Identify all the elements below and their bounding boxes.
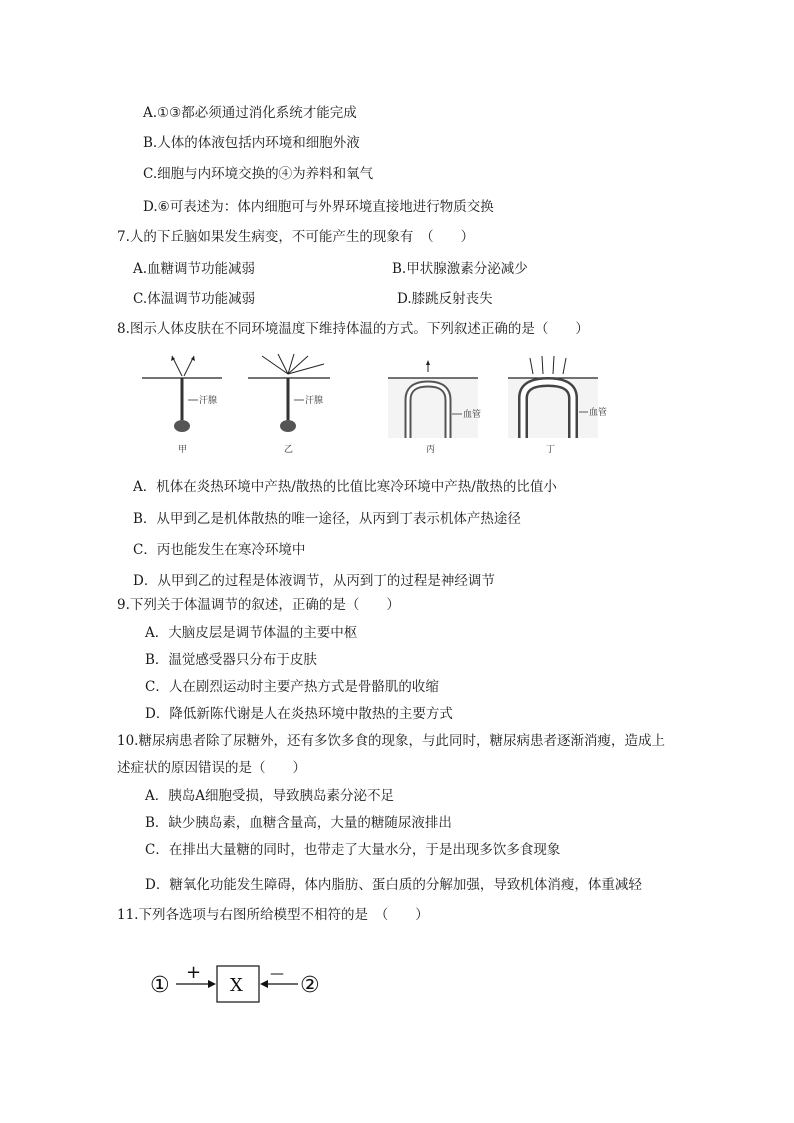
- skin-thermoregulation-figure: [138, 350, 608, 460]
- q6-option-b: B.人体的体液包括内环境和细胞外液: [143, 135, 360, 151]
- panel-label-yi: 乙: [284, 445, 294, 455]
- sweat-gland-label-yi: 汗腺: [305, 396, 324, 406]
- q10-option-a: A．胰岛A细胞受损，导致胰岛素分泌不足: [145, 788, 394, 804]
- q7-option-b: B.甲状腺激素分泌减少: [392, 261, 528, 277]
- regulation-model-diagram: [150, 960, 330, 1006]
- q10-option-d: D．糖氧化功能发生障碍，体内脂肪、蛋白质的分解加强，导致机体消瘦，体重减轻: [145, 877, 642, 893]
- panel-bing: [388, 360, 481, 455]
- q9-option-d: D．降低新陈代谢是人在炎热环境中散热的主要方式: [145, 706, 453, 722]
- q8-stem: 8.图示人体皮肤在不同环境温度下维持体温的方式。下列叙述正确的是（ ）: [117, 321, 589, 337]
- q10-option-b: B．缺少胰岛素，血糖含量高，大量的糖随尿液排出: [145, 815, 452, 831]
- q8-option-a: A．机体在炎热环境中产热/散热的比值比寒冷环境中产热/散热的比值小: [133, 479, 557, 495]
- model-input-2: ②: [300, 973, 320, 998]
- panel-label-jia: 甲: [178, 445, 188, 455]
- q9-option-c: C．人在剧烈运动时主要产热方式是骨骼肌的收缩: [145, 679, 439, 695]
- model-box-label: X: [230, 975, 243, 996]
- q6-option-c: C.细胞与内环境交换的④为养料和氧气: [143, 166, 374, 182]
- panel-yi: [248, 354, 330, 455]
- q7-option-a: A.血糖调节功能减弱: [133, 261, 256, 277]
- model-minus-sign: —: [270, 966, 284, 982]
- vessel-label-bing: 血管: [463, 410, 482, 420]
- q7-option-d: D.膝跳反射丧失: [397, 291, 493, 307]
- q11-stem: 11.下列各选项与右图所给模型不相符的是 （ ）: [117, 907, 429, 923]
- panel-label-bing: 丙: [426, 445, 436, 455]
- q7-option-c: C.体温调节功能减弱: [133, 291, 256, 307]
- q8-option-c: C．丙也能发生在寒冷环境中: [133, 542, 306, 558]
- q9-option-a: A．大脑皮层是调节体温的主要中枢: [145, 625, 358, 641]
- q10-option-c: C．在排出大量糖的同时，也带走了大量水分，于是出现多饮多食现象: [145, 842, 561, 858]
- q6-option-a: A.①③都必须通过消化系统才能完成: [143, 105, 357, 121]
- vessel-label-ding: 血管: [589, 408, 608, 418]
- panel-ding: [508, 356, 607, 455]
- q10-stem-line-1: 10.糖尿病患者除了尿糖外，还有多饮多食的现象，与此同时，糖尿病患者逐渐消瘦，造成上: [117, 733, 665, 749]
- q8-option-d: D．从甲到乙的过程是体液调节，从丙到丁的过程是神经调节: [133, 573, 495, 589]
- sweat-gland-label-jia: 汗腺: [199, 396, 218, 406]
- panel-label-ding: 丁: [546, 445, 556, 455]
- q7-stem: 7.人的下丘脑如果发生病变，不可能产生的现象有 （ ）: [117, 229, 475, 245]
- q8-option-b: B．从甲到乙是机体散热的唯一途径，从丙到丁表示机体产热途径: [133, 511, 521, 527]
- model-input-1: ①: [150, 973, 170, 998]
- q10-stem-line-2: 述症状的原因错误的是（ ）: [117, 760, 306, 776]
- q6-option-d: D.⑥可表述为：体内细胞可与外界环境直接地进行物质交换: [143, 199, 494, 215]
- panel-jia: [142, 356, 222, 455]
- q9-stem: 9.下列关于体温调节的叙述，正确的是（ ）: [117, 597, 400, 613]
- q9-option-b: B．温觉感受器只分布于皮肤: [145, 652, 317, 668]
- model-plus-sign: +: [186, 962, 202, 983]
